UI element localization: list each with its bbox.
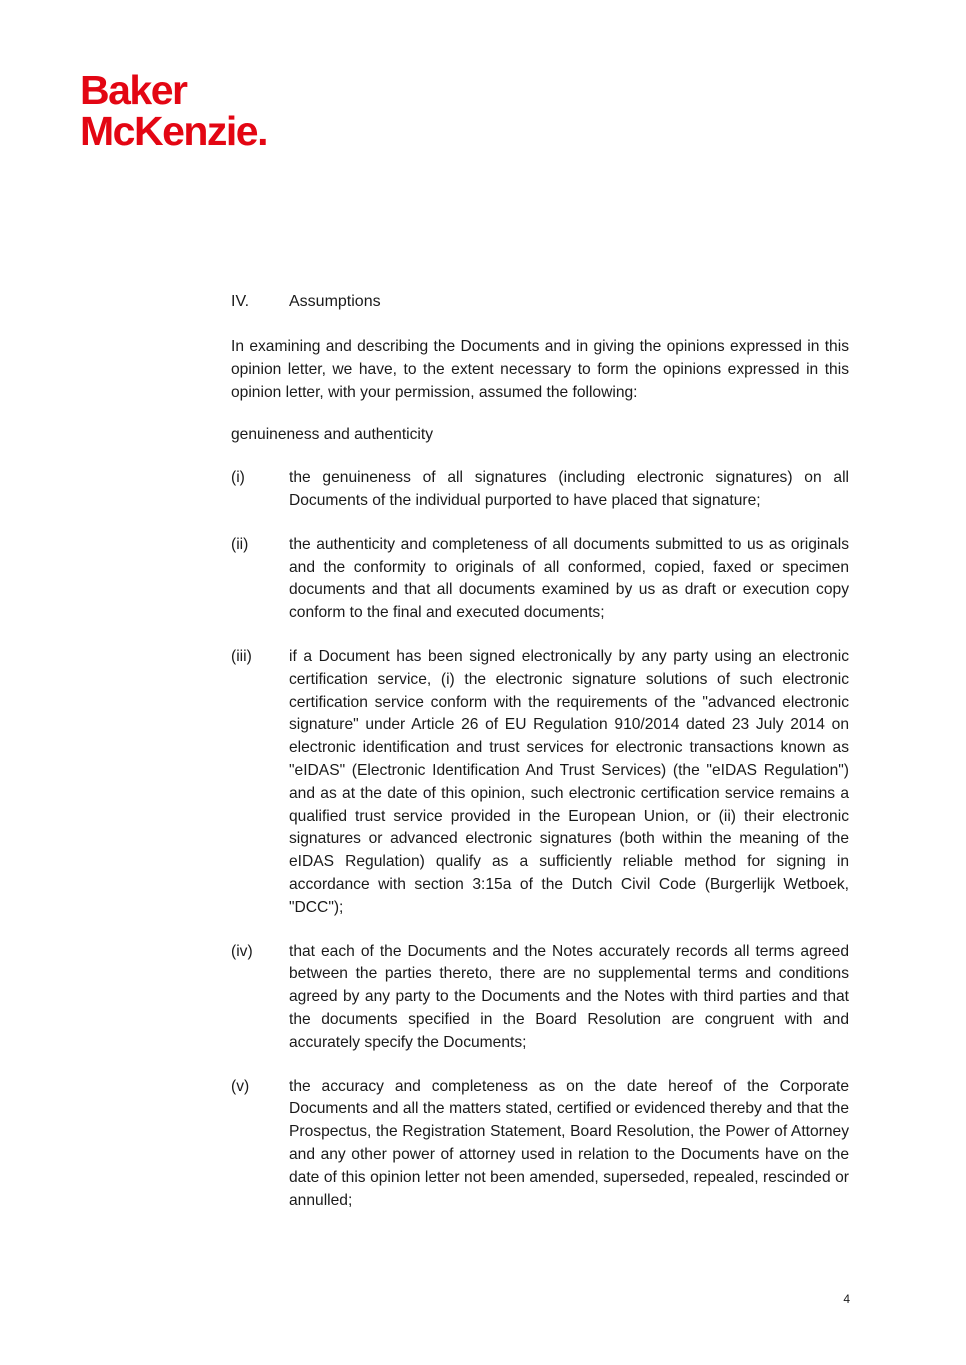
document-body: [231, 290, 849, 1233]
list-item: [231, 941, 849, 1055]
list-item-text: if a Document has been signed electronically by any party using an electronic certification service, (i) the electronic signature solutions of such electronic certification service conform with the requirements of the "advanced electronic signature" under Article 26 of EU Regulation 910/2014 dated 23 July 2014 on electronic identification and trust services for electronic transactions known as "eIDAS" (Electronic Identification And Trust Services) (the "eIDAS Regulation") and as at the date of this opinion, such electronic certification service remains a qualified trust service provided in the European Union, or (ii) their electronic signatures or advanced electronic signatures (both within the meaning of the eIDAS Regulation) qualify as a sufficiently reliable method for signing in accordance with section 3:15a of the Dutch Civil Code (Burgerlijk Wetboek, "DCC");: [289, 647, 849, 916]
list-item-marker: (v): [231, 1077, 250, 1095]
list-item: [231, 1076, 849, 1213]
list-item-marker: (ii): [231, 535, 249, 553]
list-item-text: that each of the Documents and the Notes accurately records all terms agreed between the parties thereto, there are no supplemental terms and conditions agreed by any party to the Documents and the Notes with third parties and that the documents specified in the Board Resolution are congruent with and accurately specify the Documents;: [289, 942, 849, 1051]
section-title: Assumptions: [289, 293, 381, 310]
logo-line-baker: Baker: [80, 67, 187, 113]
list-item: [231, 467, 849, 513]
section-number: IV.: [231, 293, 250, 310]
list-item-text: the genuineness of all signatures (including electronic signatures) on all Documents of the individual purported to have placed that signature;: [289, 469, 849, 509]
list-item-text: the accuracy and completeness as on the date hereof of the Corporate Documents and all the matters stated, certified or evidenced thereby and that the Prospectus, the Registration Statement, Board Resolution, the Power of Attorney and any other power of attorney used in relation to the Documents have on the date of this opinion letter not been amended, superseded, repealed, rescinded or annulled;: [289, 1077, 849, 1209]
list-item-marker: (iii): [231, 647, 252, 665]
logo-line-mckenzie-text: McKenzie: [80, 108, 258, 154]
list-item-marker: (iv): [231, 942, 253, 960]
page-number: 4: [843, 1292, 850, 1306]
list-item: [231, 646, 849, 920]
intro-paragraph: In examining and describing the Documents and in giving the opinions expressed in this opinion letter, we have, to the extent necessary to form the opinions expressed in this opinion letter, with your permission, assumed the following:: [231, 338, 849, 401]
list-item-text: the authenticity and completeness of all documents submitted to us as originals and the conformity to originals of all conformed, copied, faxed or specimen documents and that all documents examined by us as draft or execution copy conform to the final and executed documents;: [289, 535, 849, 622]
logo-dot: .: [257, 108, 268, 154]
list-item: [231, 534, 849, 625]
list-item-marker: (i): [231, 469, 245, 487]
subheading: genuineness and authenticity: [231, 426, 434, 444]
section-heading: [231, 290, 849, 314]
logo-line-mckenzie: [80, 108, 268, 154]
company-logo: [80, 67, 268, 154]
